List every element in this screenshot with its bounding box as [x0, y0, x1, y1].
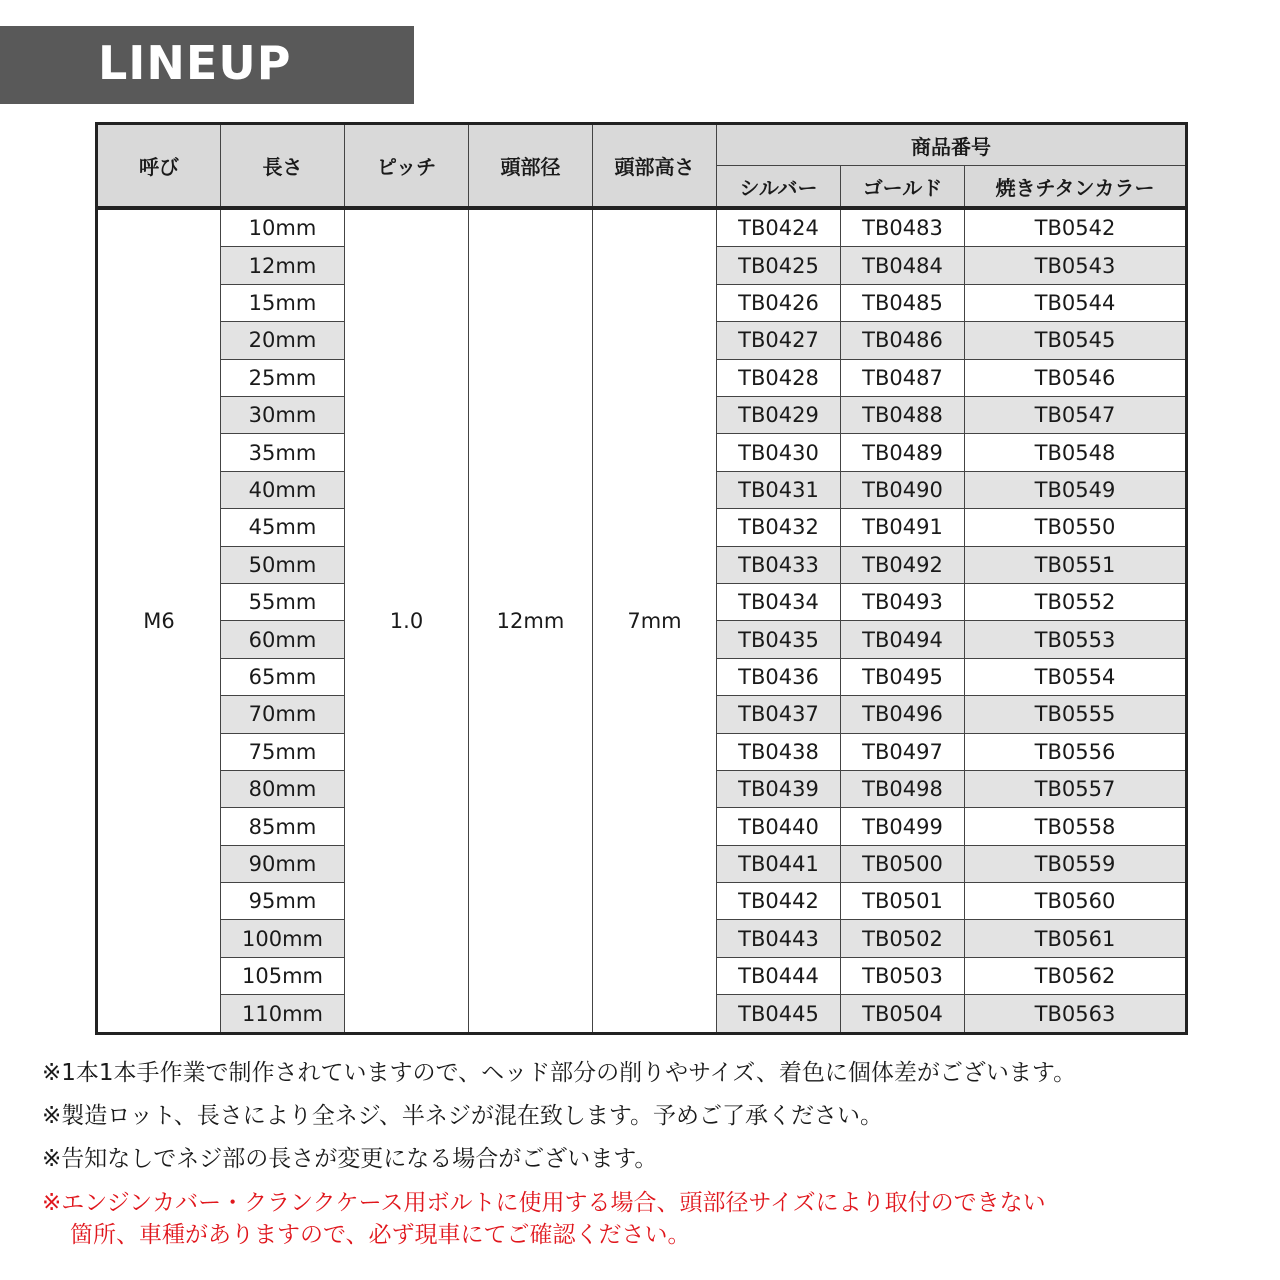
burnt-code-cell: TB0550 [965, 509, 1187, 546]
length-cell: 75mm [221, 733, 345, 770]
silver-code-cell: TB0435 [717, 621, 841, 658]
gold-code-cell: TB0493 [841, 583, 965, 620]
note-thread-type: ※製造ロット、長さにより全ネジ、半ネジが混在致します。予めご了承ください。 [42, 1103, 884, 1129]
burnt-code-cell: TB0553 [965, 621, 1187, 658]
gold-code-cell: TB0497 [841, 733, 965, 770]
length-cell: 55mm [221, 583, 345, 620]
header-length: 長さ [221, 124, 345, 209]
length-cell: 85mm [221, 808, 345, 845]
header-size: 呼び [97, 124, 221, 209]
burnt-code-cell: TB0556 [965, 733, 1187, 770]
header-pitch: ピッチ [345, 124, 469, 209]
silver-code-cell: TB0442 [717, 883, 841, 920]
warning-line-2: 箇所、車種がありますので、必ず現車にてご確認ください。 [70, 1222, 691, 1248]
burnt-code-cell: TB0544 [965, 284, 1187, 321]
gold-code-cell: TB0496 [841, 696, 965, 733]
burnt-code-cell: TB0559 [965, 845, 1187, 882]
length-cell: 45mm [221, 509, 345, 546]
length-cell: 40mm [221, 471, 345, 508]
gold-code-cell: TB0488 [841, 397, 965, 434]
length-cell: 60mm [221, 621, 345, 658]
burnt-code-cell: TB0551 [965, 546, 1187, 583]
silver-code-cell: TB0425 [717, 247, 841, 284]
burnt-code-cell: TB0552 [965, 583, 1187, 620]
silver-code-cell: TB0445 [717, 995, 841, 1034]
table-row [97, 208, 1187, 247]
silver-code-cell: TB0424 [717, 208, 841, 247]
gold-code-cell: TB0489 [841, 434, 965, 471]
silver-code-cell: TB0438 [717, 733, 841, 770]
gold-code-cell: TB0485 [841, 284, 965, 321]
burnt-code-cell: TB0563 [965, 995, 1187, 1034]
lineup-table [95, 122, 1188, 1035]
burnt-code-cell: TB0542 [965, 208, 1187, 247]
length-cell: 10mm [221, 208, 345, 247]
silver-code-cell: TB0436 [717, 658, 841, 695]
silver-code-cell: TB0443 [717, 920, 841, 957]
silver-code-cell: TB0430 [717, 434, 841, 471]
notes-section [42, 1058, 1262, 1251]
gold-code-cell: TB0501 [841, 883, 965, 920]
length-cell: 30mm [221, 397, 345, 434]
length-cell: 65mm [221, 658, 345, 695]
gold-code-cell: TB0499 [841, 808, 965, 845]
table-header [97, 124, 1187, 209]
burnt-code-cell: TB0558 [965, 808, 1187, 845]
gold-code-cell: TB0490 [841, 471, 965, 508]
gold-code-cell: TB0492 [841, 546, 965, 583]
gold-code-cell: TB0487 [841, 359, 965, 396]
silver-code-cell: TB0433 [717, 546, 841, 583]
header-head-height: 頭部高さ [593, 124, 717, 209]
burnt-code-cell: TB0561 [965, 920, 1187, 957]
header-gold: ゴールド [841, 166, 965, 209]
header-head-diameter: 頭部径 [469, 124, 593, 209]
burnt-code-cell: TB0554 [965, 658, 1187, 695]
silver-code-cell: TB0426 [717, 284, 841, 321]
burnt-code-cell: TB0549 [965, 471, 1187, 508]
pitch-cell: 1.0 [345, 208, 469, 1034]
table-body [97, 208, 1187, 1034]
length-cell: 70mm [221, 696, 345, 733]
silver-code-cell: TB0427 [717, 322, 841, 359]
gold-code-cell: TB0500 [841, 845, 965, 882]
head-diameter-cell: 12mm [469, 208, 593, 1034]
burnt-code-cell: TB0555 [965, 696, 1187, 733]
length-cell: 80mm [221, 770, 345, 807]
silver-code-cell: TB0428 [717, 359, 841, 396]
burnt-code-cell: TB0557 [965, 770, 1187, 807]
silver-code-cell: TB0434 [717, 583, 841, 620]
warning-line-1: ※エンジンカバー・クランクケース用ボルトに使用する場合、頭部径サイズにより取付のできない [42, 1190, 1046, 1216]
banner-title: LINEUP [98, 36, 292, 90]
gold-code-cell: TB0486 [841, 322, 965, 359]
length-cell: 25mm [221, 359, 345, 396]
silver-code-cell: TB0440 [717, 808, 841, 845]
silver-code-cell: TB0432 [717, 509, 841, 546]
warning-note [42, 1187, 1262, 1251]
gold-code-cell: TB0483 [841, 208, 965, 247]
burnt-code-cell: TB0546 [965, 359, 1187, 396]
silver-code-cell: TB0431 [717, 471, 841, 508]
length-cell: 100mm [221, 920, 345, 957]
length-cell: 50mm [221, 546, 345, 583]
burnt-code-cell: TB0545 [965, 322, 1187, 359]
silver-code-cell: TB0444 [717, 957, 841, 994]
gold-code-cell: TB0498 [841, 770, 965, 807]
burnt-code-cell: TB0547 [965, 397, 1187, 434]
burnt-code-cell: TB0548 [965, 434, 1187, 471]
length-cell: 12mm [221, 247, 345, 284]
length-cell: 35mm [221, 434, 345, 471]
gold-code-cell: TB0494 [841, 621, 965, 658]
length-cell: 15mm [221, 284, 345, 321]
length-cell: 105mm [221, 957, 345, 994]
silver-code-cell: TB0441 [717, 845, 841, 882]
header-product-number: 商品番号 [717, 124, 1187, 166]
gold-code-cell: TB0495 [841, 658, 965, 695]
gold-code-cell: TB0502 [841, 920, 965, 957]
gold-code-cell: TB0491 [841, 509, 965, 546]
note-thread-length: ※告知なしでネジ部の長さが変更になる場合がございます。 [42, 1146, 658, 1172]
size-cell: M6 [97, 208, 221, 1034]
burnt-code-cell: TB0562 [965, 957, 1187, 994]
gold-code-cell: TB0504 [841, 995, 965, 1034]
header-silver: シルバー [717, 166, 841, 209]
length-cell: 110mm [221, 995, 345, 1034]
length-cell: 20mm [221, 322, 345, 359]
length-cell: 95mm [221, 883, 345, 920]
burnt-code-cell: TB0560 [965, 883, 1187, 920]
note-handmade: ※1本1本手作業で制作されていますので、ヘッド部分の削りやサイズ、着色に個体差がございます。 [42, 1060, 1077, 1086]
header-burnt-titanium: 焼きチタンカラー [965, 166, 1187, 209]
gold-code-cell: TB0484 [841, 247, 965, 284]
silver-code-cell: TB0439 [717, 770, 841, 807]
silver-code-cell: TB0437 [717, 696, 841, 733]
lineup-banner [0, 26, 414, 104]
head-height-cell: 7mm [593, 208, 717, 1034]
gold-code-cell: TB0503 [841, 957, 965, 994]
silver-code-cell: TB0429 [717, 397, 841, 434]
burnt-code-cell: TB0543 [965, 247, 1187, 284]
length-cell: 90mm [221, 845, 345, 882]
